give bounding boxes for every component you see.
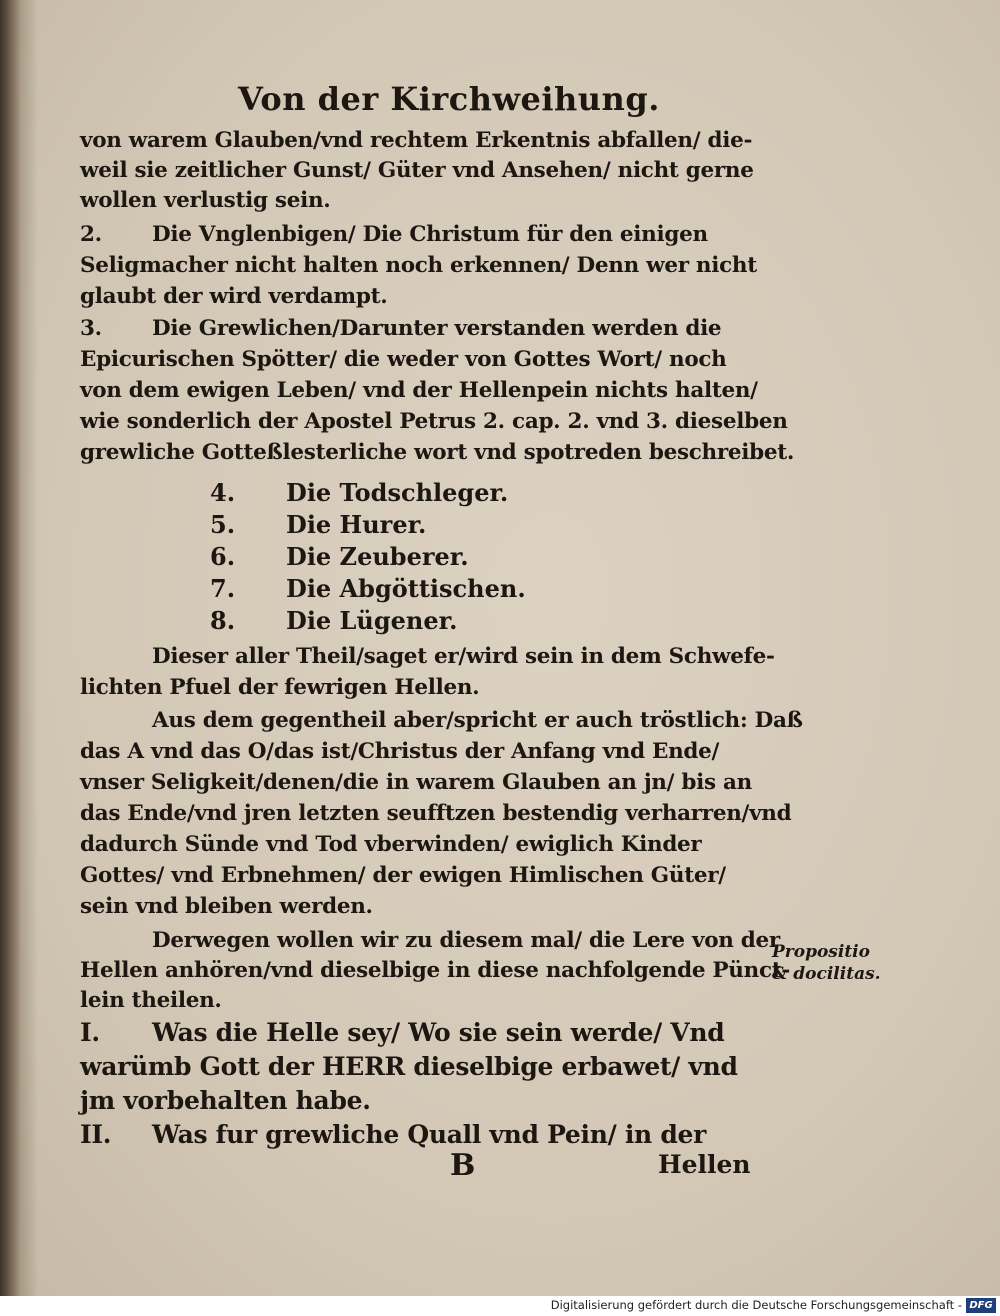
text-line: von dem ewigen Leben/ vnd der Hellenpein nichts halten/ <box>80 378 758 403</box>
item-text: Die Abgöttischen. <box>286 574 526 603</box>
text-line: glaubt der wird verdampt. <box>80 284 388 309</box>
item-number: 3. <box>80 316 102 341</box>
catchword: Hellen <box>658 1150 751 1179</box>
item-text: Die Todschleger. <box>286 478 509 507</box>
item-number: 4. <box>210 478 236 507</box>
item-text: Die Hurer. <box>286 510 427 539</box>
page-heading: Von der Kirchweihung. <box>238 80 660 118</box>
spine-shadow <box>20 0 38 1316</box>
text-line: Seligmacher nicht halten noch erkennen/ Denn wer nicht <box>80 253 757 278</box>
text-line: Derwegen wollen wir zu diesem mal/ die Lere von der <box>152 928 780 953</box>
point-text: Was fur grewliche Quall vnd Pein/ in der <box>152 1120 706 1149</box>
dfg-logo: DFG <box>966 1298 996 1313</box>
item-3-line <box>80 316 721 341</box>
text-line: Dieser aller Theil/saget er/wird sein in dem Schwefe- <box>152 644 775 669</box>
text-line: lein theilen. <box>80 988 222 1013</box>
book-spine <box>0 0 20 1316</box>
text-line: Aus dem gegentheil aber/spricht er auch tröstlich: Daß <box>152 708 803 733</box>
item-text: Die Grewlichen/Darunter verstanden werden die <box>152 316 722 341</box>
item-number: 5. <box>210 510 236 539</box>
text-line: jm vorbehalten habe. <box>80 1086 371 1115</box>
list-item <box>210 606 457 635</box>
text-line: grewliche Gotteßlesterliche wort vnd spotreden beschreibet. <box>80 440 795 465</box>
text-line: sein vnd bleiben werden. <box>80 894 373 919</box>
item-number: 2. <box>80 222 102 247</box>
item-number: 6. <box>210 542 236 571</box>
margin-note: & docilitas. <box>772 964 881 984</box>
margin-note: Propositio <box>772 942 870 962</box>
text-line: vnser Seligkeit/denen/die in warem Glauben an jn/ bis an <box>80 770 752 795</box>
footer-bar <box>0 1296 1000 1316</box>
item-text: Die Zeuberer. <box>286 542 469 571</box>
point-number: II. <box>80 1120 112 1149</box>
item-text: Die Lügener. <box>286 606 458 635</box>
text-line: das A vnd das O/das ist/Christus der Anfang vnd Ende/ <box>80 739 720 764</box>
text-line: lichten Pfuel der fewrigen Hellen. <box>80 675 480 700</box>
text-line: Hellen anhören/vnd dieselbige in diese nachfolgende Pünct- <box>80 958 791 983</box>
point-text: Was die Helle sey/ Wo sie sein werde/ Vnd <box>152 1018 725 1047</box>
text-line: das Ende/vnd jren letzten seufftzen bestendig verharren/vnd <box>80 801 792 826</box>
item-2-line <box>80 222 708 247</box>
point-number: I. <box>80 1018 100 1047</box>
item-number: 8. <box>210 606 236 635</box>
text-line: Gottes/ vnd Erbnehmen/ der ewigen Himlischen Güter/ <box>80 863 726 888</box>
list-item <box>210 510 426 539</box>
text-line: warümb Gott der HERR dieselbige erbawet/ vnd <box>80 1052 738 1081</box>
list-item <box>210 542 469 571</box>
text-line: wie sonderlich der Apostel Petrus 2. cap. 2. vnd 3. dieselben <box>80 409 788 434</box>
item-text: Die Vnglenbigen/ Die Christum für den einigen <box>152 222 708 247</box>
footer-credit: Digitalisierung gefördert durch die Deutsche Forschungsgemeinschaft - <box>550 1298 962 1312</box>
list-item <box>210 478 508 507</box>
signature-mark: B <box>450 1148 476 1183</box>
item-number: 7. <box>210 574 236 603</box>
list-item <box>210 574 526 603</box>
point-II-line <box>80 1120 706 1149</box>
text-line: weil sie zeitlicher Gunst/ Güter vnd Ansehen/ nicht gerne <box>80 158 754 183</box>
text-line: dadurch Sünde vnd Tod vberwinden/ ewiglich Kinder <box>80 832 702 857</box>
point-I-line <box>80 1018 724 1047</box>
text-line: von warem Glauben/vnd rechtem Erkentnis abfallen/ die- <box>80 128 753 153</box>
text-line: Epicurischen Spötter/ die weder von Gottes Wort/ noch <box>80 347 727 372</box>
text-line: wollen verlustig sein. <box>80 188 331 213</box>
